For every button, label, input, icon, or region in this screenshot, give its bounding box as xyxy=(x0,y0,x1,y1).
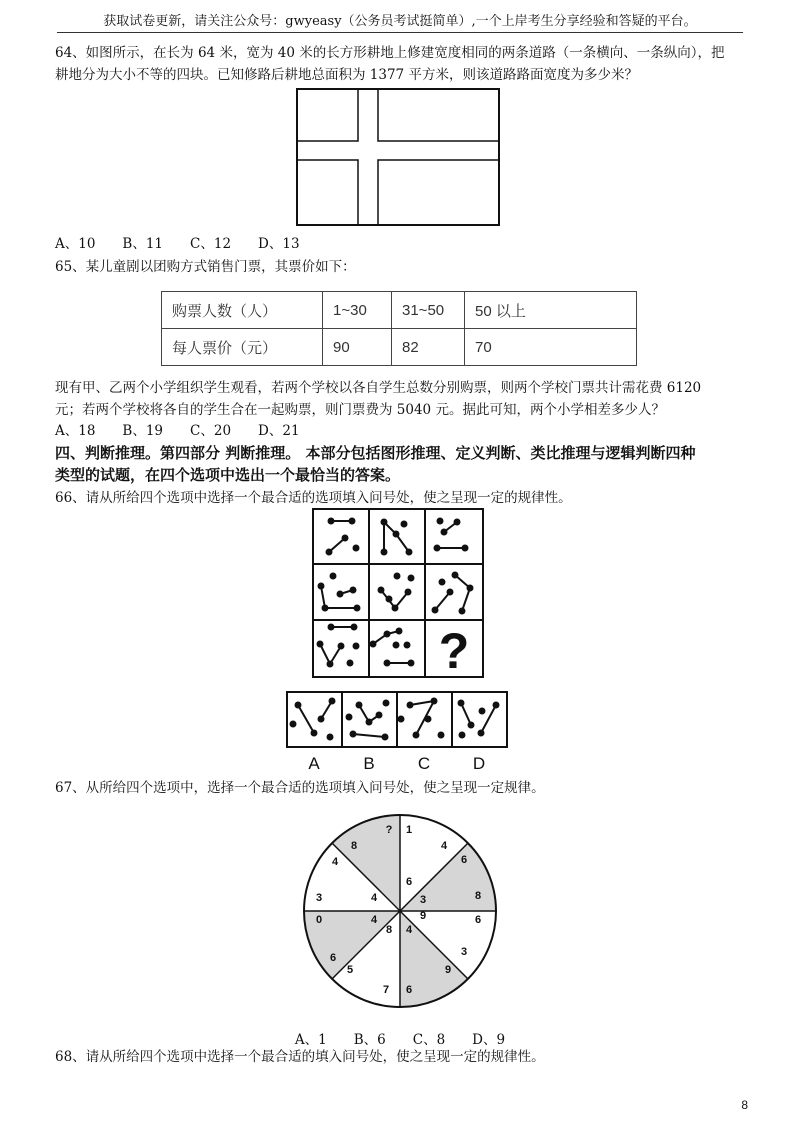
q66-option-labels xyxy=(286,751,508,775)
wheel-number: 4 xyxy=(370,914,378,926)
table-row xyxy=(162,329,637,366)
q68-text: 68、请从所给四个选项中选择一个最合适的填入问号处，使之呈现一定的规律性。 xyxy=(55,1049,545,1065)
q67-options: A、1 B、6 C、8 D、9 xyxy=(294,1032,506,1048)
wheel-number: 8 xyxy=(474,890,482,902)
wheel-number: 9 xyxy=(419,910,427,922)
option-label-c: C xyxy=(417,754,431,773)
q65-options: A、18 B、19 C、20 D、21 xyxy=(55,423,300,439)
wheel-number: 8 xyxy=(385,924,393,936)
wheel-number: 4 xyxy=(405,924,413,936)
wheel-number: 8 xyxy=(350,840,358,852)
q65-line1: 现有甲、乙两个小学组织学生观看，若两个学校以各自学生总数分别购票，则两个学校门票共计需花费 6120 xyxy=(55,380,702,396)
wheel-number: 6 xyxy=(405,876,413,888)
wheel-number: 4 xyxy=(331,856,339,868)
table-row xyxy=(162,292,637,329)
q64-line1: 64、如图所示，在长为 64 米，宽为 40 米的长方形耕地上修建宽度相同的两条道路（一条横向、一条纵向），把 xyxy=(55,45,725,61)
option-label-b: B xyxy=(363,754,375,773)
wheel-number: 6 xyxy=(460,854,468,866)
table-cell: 购票人数（人） xyxy=(162,292,323,329)
wheel-number: 9 xyxy=(444,964,452,976)
table-cell: 82 xyxy=(392,329,465,366)
q65-intro: 65、某儿童剧以团购方式销售门票，其票价如下： xyxy=(55,259,356,275)
q64-text xyxy=(55,42,755,86)
page-header: 获取试卷更新，请关注公众号：gwyeasy（公务员考试挺简单）,一个上岸考生分享经验和答疑的平台。 xyxy=(103,14,697,29)
section4-heading xyxy=(55,442,755,486)
wheel-number: 3 xyxy=(315,892,323,904)
option-label-d: D xyxy=(472,754,486,773)
q66-text: 66、请从所给四个选项中选择一个最合适的选项填入问号处，使之呈现一定的规律性。 xyxy=(55,490,572,506)
wheel-number: ? xyxy=(385,824,393,836)
table-cell: 70 xyxy=(465,329,637,366)
header-divider xyxy=(57,32,743,33)
wheel-number: 6 xyxy=(474,914,482,926)
wheel-number: 7 xyxy=(382,984,390,996)
q66-figure-grid xyxy=(312,508,484,678)
table-cell: 90 xyxy=(323,329,392,366)
table-cell: 1~30 xyxy=(323,292,392,329)
q65-text xyxy=(55,377,755,421)
q67-text: 67、从所给四个选项中，选择一个最合适的选项填入问号处，使之呈现一定规律。 xyxy=(55,780,545,796)
q64-line2: 耕地分为大小不等的四块。已知修路后耕地总面积为 1377 平方米，则该道路路面宽度为多少米？ xyxy=(55,67,638,83)
wheel-number: 0 xyxy=(315,914,323,926)
wheel-number: 5 xyxy=(346,964,354,976)
wheel-number: 3 xyxy=(419,894,427,906)
table-cell: 50 以上 xyxy=(465,292,637,329)
q66-question-mark: ? xyxy=(438,623,470,678)
q65-line2: 元；若两个学校将各自的学生合在一起购票，则门票费为 5040 元。据此可知，两个小学相差多少人？ xyxy=(55,402,665,418)
q64-field-diagram xyxy=(295,87,501,227)
wheel-number: 1 xyxy=(405,824,413,836)
option-label-a: A xyxy=(308,754,320,773)
q66-options-strip xyxy=(286,691,508,749)
section4-line2: 类型的试题，在四个选项中选出一个最恰当的答案。 xyxy=(55,466,401,484)
wheel-number: 4 xyxy=(440,840,448,852)
wheel-number: 3 xyxy=(460,946,468,958)
table-cell: 31~50 xyxy=(392,292,465,329)
wheel-number: 6 xyxy=(329,952,337,964)
table-cell: 每人票价（元） xyxy=(162,329,323,366)
wheel-number: 6 xyxy=(405,984,413,996)
q67-number-wheel xyxy=(302,813,498,1009)
q64-options: A、10 B、11 C、12 D、13 xyxy=(55,236,300,252)
wheel-number: 4 xyxy=(370,892,378,904)
q65-price-table xyxy=(161,291,637,366)
section4-line1: 四、判断推理。第四部分 判断推理。 本部分包括图形推理、定义判断、类比推理与逻辑判断四种 xyxy=(55,444,696,462)
page-number: 8 xyxy=(741,1098,748,1112)
